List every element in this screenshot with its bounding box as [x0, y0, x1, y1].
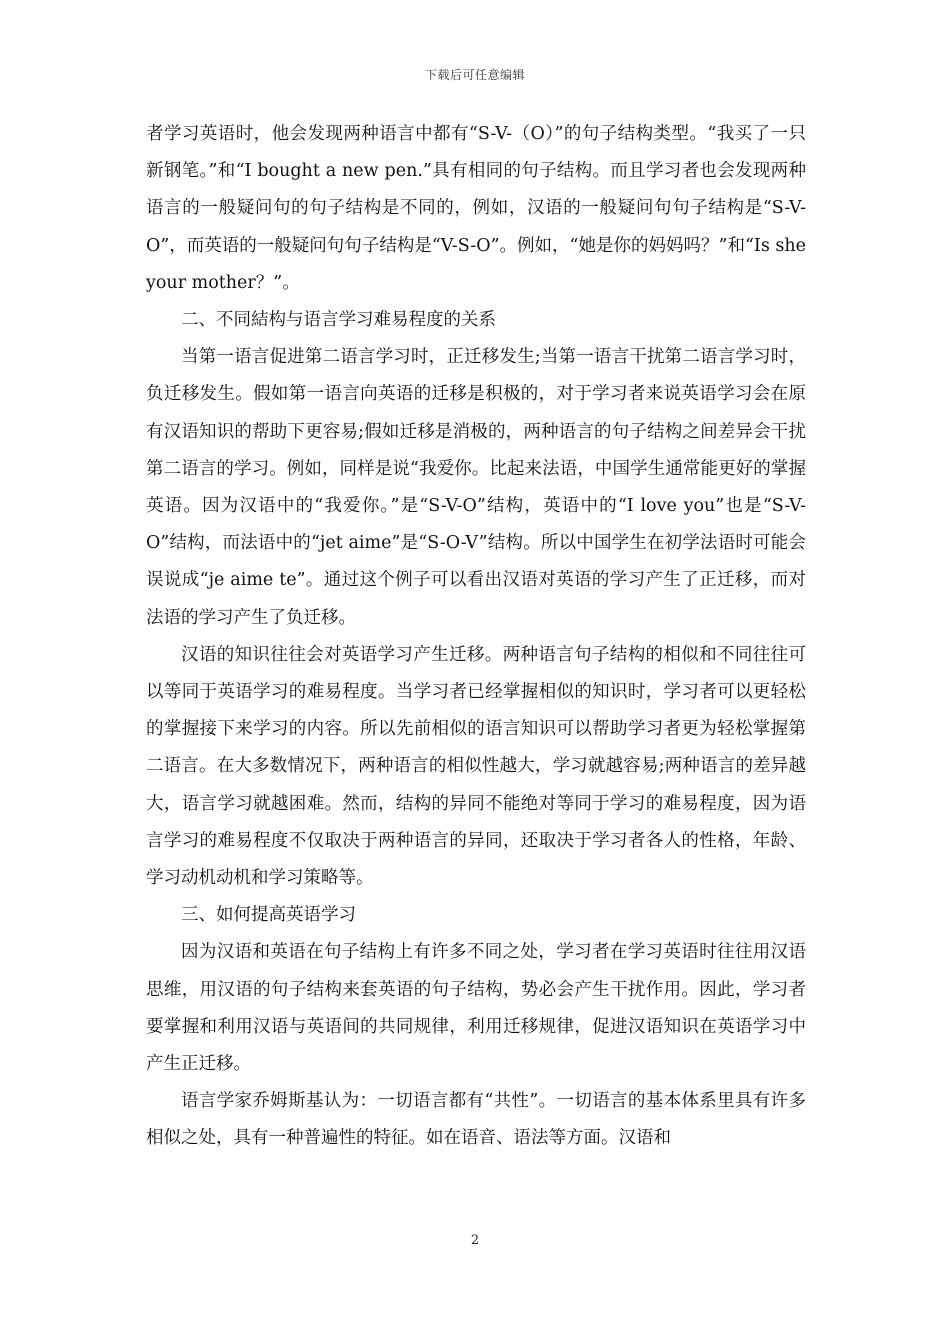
document-body: [146, 116, 806, 1158]
paragraph-transfer: 当第一语言促进第二语言学习时，正迁移发生;当第一语言干扰第二语言学习时，负迁移发生。假如第一语言向英语的迁移是积极的，对于学习者来说英语学习会在原有汉语知识的帮助下更容易;假如迁移是消极的，两种语言的句子结构之间差异会干扰第二语言的学习。例如，同样是说“我爱你。比起来法语，中国学生通常能更好的掌握英语。因为汉语中的“我爱你。”是“S-V-O”结构，英语中的“I love you”也是“S-V-O”结构，而法语中的“jet aime”是“S-O-V”结构。所以中国学生在初学法语时可能会误说成“je aime te”。通过这个例子可以看出汉语对英语的学习产生了正迁移，而对法语的学习产生了负迁移。: [146, 347, 806, 628]
paragraph-improve: 因为汉语和英语在句子结构上有许多不同之处，学习者在学习英语时往往用汉语思维，用汉语的句子结构来套英语的句子结构，势必会产生干扰作用。因此，学习者要掌握和利用汉语与英语间的共同规律，利用迁移规律，促进汉语知识在英语学习中产生正迁移。: [146, 942, 806, 1075]
page-header: 下载后可任意编辑: [424, 68, 525, 82]
paragraph-chomsky: 语言学家乔姆斯基认为：一切语言都有“共性”。一切语言的基本体系里具有许多相似之处，具有一种普遍性的特征。如在语音、语法等方面。汉语和: [146, 1091, 806, 1149]
paragraph-difficulty: 汉语的知识往往会对英语学习产生迁移。两种语言句子结构的相似和不同往往可以等同于英语学习的难易程度。当学习者已经掌握相似的知识时，学习者可以更轻松的掌握接下来学习的内容。所以先前相似的语言知识可以帮助学习者更为轻松掌握第二语言。在大多数情况下，两种语言的相似性越大，学习就越容易;两种语言的差异越大，语言学习就越困难。然而，结构的异同不能绝对等同于学习的难易程度，因为语言学习的难易程度不仅取决于两种语言的异同，还取决于学习者各人的性格，年龄、学习动机动机和学习策略等。: [146, 644, 806, 889]
section-heading-2: 二、不同結构与语言学习难易程度的关系: [181, 310, 496, 331]
page-number: 2: [470, 1233, 480, 1248]
section-heading-3: 三、如何提高英语学习: [181, 905, 356, 926]
paragraph-continuation: 者学习英语时，他会发现两种语言中都有“S-V-（O）”的句子结构类型。“我买了一只新钢笔。”和“I bought a new pen.”具有相同的句子结构。而且学习者也会发现两种语言的一般疑问句的句子结构是不同的，例如，汉语的一般疑问句句子结构是“S-V-O”，而英语的一般疑问句句子结构是“V-S-O”。例如，“她是你的妈妈吗？”和“Is she your mother？”。: [146, 124, 806, 293]
